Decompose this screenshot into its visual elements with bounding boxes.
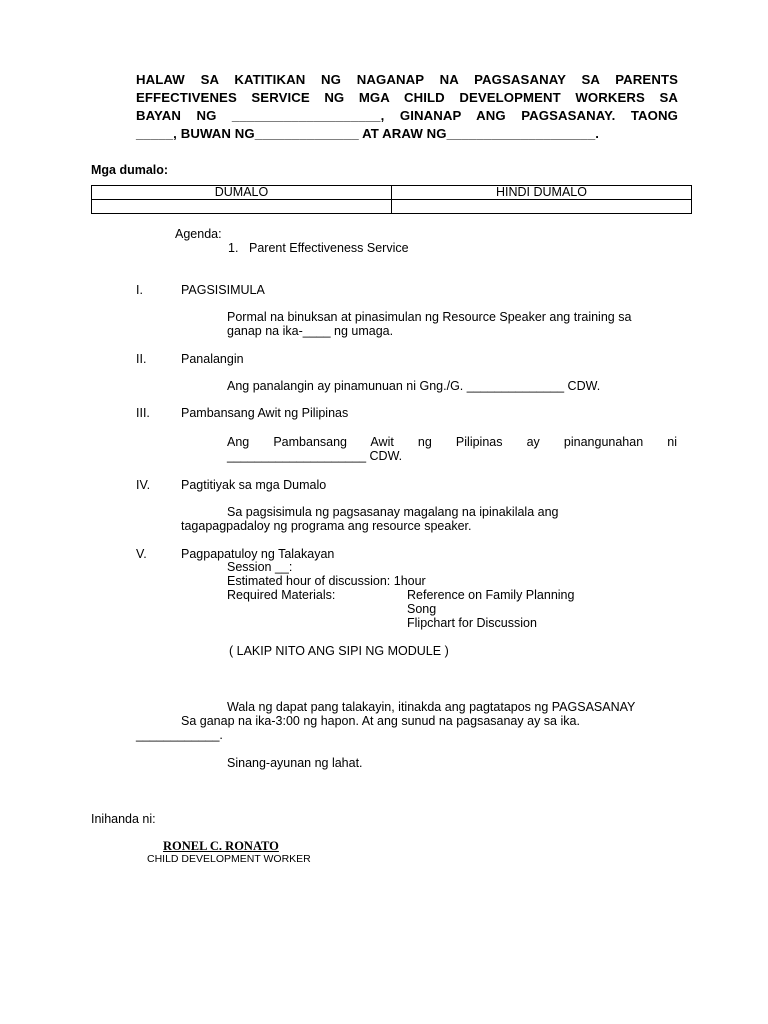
closing-line: Wala ng dapat pang talakayin, itinakda ang pagtatapos ng PAGSASANAY (227, 700, 636, 714)
title-line: _____, BUWAN NG______________ AT ARAW NG____________________. (136, 126, 600, 141)
attendance-table (91, 185, 692, 214)
material-item: Song (407, 602, 437, 616)
signatory-title: CHILD DEVELOPMENT WORKER (147, 853, 311, 865)
section-body-line: Ang panalangin ay pinamunuan ni Gng./G. ______________ CDW. (227, 379, 601, 393)
section-number: IV. (136, 478, 151, 492)
section-body-line: Sa pagsisimula ng pagsasanay magalang na ipinakilala ang (227, 505, 559, 519)
title-line: EFFECTIVENES SERVICE NG MGA CHILD DEVELOPMENT WORKERS SA (136, 90, 678, 105)
section-body-line: ganap na ika-____ ng umaga. (227, 324, 394, 338)
section-body-line: Ang Pambansang Awit ng Pilipinas ay pinangunahan ni (227, 435, 677, 449)
section-body-line: ____________________ CDW. (227, 449, 403, 463)
agenda-item-text: Parent Effectiveness Service (249, 241, 409, 255)
agenda-item-number: 1. (228, 241, 239, 255)
table-cell[interactable] (392, 200, 692, 214)
section-heading: Pagtitiyak sa mga Dumalo (181, 478, 327, 492)
section-body-line: tagapagpadaloy ng programa ang resource speaker. (181, 519, 472, 533)
section-number: V. (136, 547, 147, 561)
agenda-label: Agenda: (175, 227, 222, 241)
table-header-row (92, 186, 692, 200)
title-line: BAYAN NG ____________________, GINANAP ANG PAGSASANAY. TAONG (136, 108, 678, 123)
column-header-dumalo: DUMALO (92, 186, 392, 200)
section-number: II. (136, 352, 147, 366)
document-title (136, 71, 678, 143)
section-heading: PAGSISIMULA (181, 283, 265, 297)
section-number: I. (136, 283, 143, 297)
session-line: Session __: (227, 560, 293, 574)
section-heading: Panalangin (181, 352, 244, 366)
section-heading: Pambansang Awit ng Pilipinas (181, 406, 349, 420)
title-line: HALAW SA KATITIKAN NG NAGANAP NA PAGSASANAY SA PARENTS (136, 72, 678, 87)
attendees-label: Mga dumalo: (91, 163, 169, 177)
closing-line: Sa ganap na ika-3:00 ng hapon. At ang sunud na pagsasanay ay sa ika. (181, 714, 580, 728)
module-note: ( LAKIP NITO ANG SIPI NG MODULE ) (229, 644, 449, 658)
section-heading: Pagpapatuloy ng Talakayan (181, 547, 335, 561)
closing-line: ____________. (136, 728, 223, 742)
section-body-line: Pormal na binuksan at pinasimulan ng Resource Speaker ang training sa (227, 310, 632, 324)
estimated-hour-line: Estimated hour of discussion: 1hour (227, 574, 426, 588)
material-item: Flipchart for Discussion (407, 616, 537, 630)
signatory-name: RONEL C. RONATO (163, 839, 279, 853)
column-header-hindi-dumalo: HINDI DUMALO (392, 186, 692, 200)
material-item: Reference on Family Planning (407, 588, 575, 602)
table-row (92, 200, 692, 214)
agreement-line: Sinang-ayunan ng lahat. (227, 756, 363, 770)
required-materials-label: Required Materials: (227, 588, 336, 602)
table-cell[interactable] (92, 200, 392, 214)
section-number: III. (136, 406, 150, 420)
prepared-by-label: Inihanda ni: (91, 812, 156, 826)
